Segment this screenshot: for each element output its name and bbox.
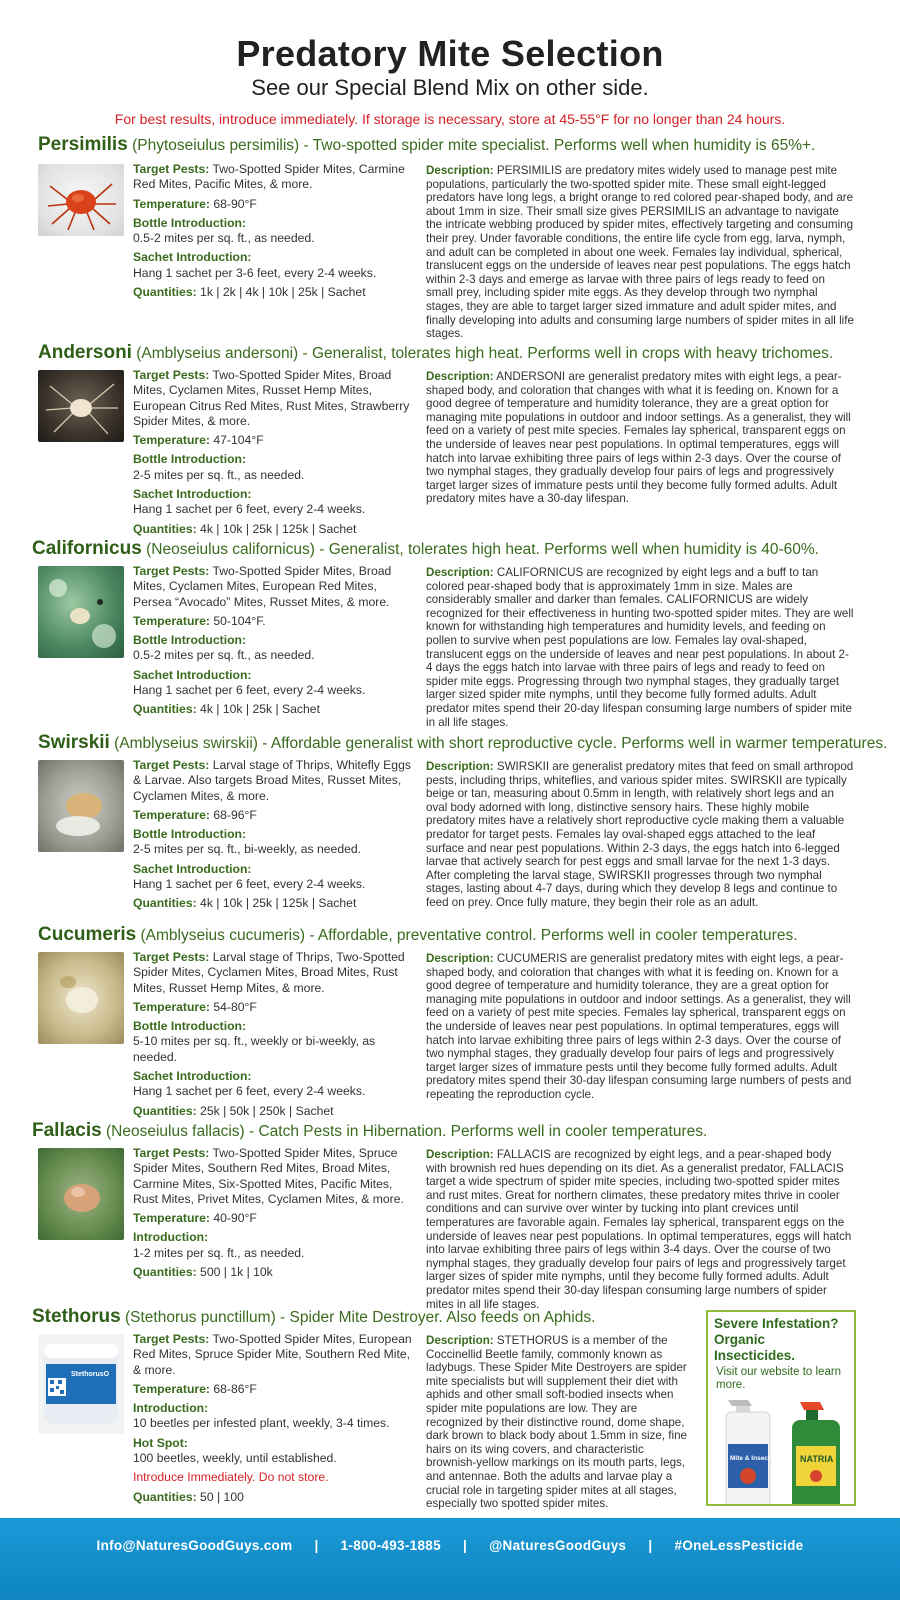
section-heading: [32, 538, 819, 561]
description-text: PERSIMILIS are predatory mites widely used to manage pest mite populations, particularly the two-spotted spider mite. These small eight-legged predators have long legs, a bright orange to red colored pear-shaped body, and are about 1mm in size. Their small size gives PERSIMILIS an advantage to navigate the intricate webbing produced by spider mites, effectively targeting and consuming their prey. Under favorable conditions, the entire life cycle from egg, larva, nymph, and adult can be completed in about one week. Females lay individual, spherical, translucent eggs on the underside of leaves near pest populations. The eggs hatch within 2-3 days and emerge as larvae with three pairs of legs ready to feed on small prey, including spider mite eggs. As they develop through two nymphal stages, they are able to target larger sized immature and adult spider mites, and finally developing into adults and consuming large numbers of spider mites in all life stages.: [426, 164, 854, 341]
label-quantities: Quantities:: [133, 1489, 197, 1504]
bottle-introduction: 0.5-2 mites per sq. ft., as needed.: [133, 648, 315, 663]
product-container-icon: [38, 1334, 124, 1434]
target-pests: Two-Spotted Spider Mites, Carmine Red Mites, Pacific Mites, & more.: [133, 162, 405, 192]
mite-description: [426, 760, 854, 910]
quantities: 500 | 1k | 10k: [196, 1265, 273, 1280]
label-description: Description:: [426, 952, 494, 965]
mite-icon: [38, 760, 124, 852]
sachet-introduction: Hang 1 sachet per 6 feet, every 2-4 weeks.: [133, 1084, 366, 1099]
temperature: 68-90°F: [209, 196, 257, 211]
label-quantities: Quantities:: [133, 1265, 197, 1280]
separator: |: [314, 1538, 319, 1553]
label-quantities: Quantities:: [133, 702, 197, 717]
label-temperature: Temperature:: [133, 433, 210, 448]
target-pests: Larval stage of Thrips, Two-Spotted Spider Mites, Cyclamen Mites, Broad Mites, Rust Mites, Russet Hemp Mites, & more.: [133, 950, 405, 995]
label-description: Description:: [426, 370, 494, 383]
mite-summary: (Amblyseius swirskii) - Affordable generalist with short reproductive cycle. Performs well in warmer temperatures.: [109, 735, 888, 752]
mite-photo: [38, 952, 124, 1044]
bottle-introduction: 2-5 mites per sq. ft., bi-weekly, as needed.: [133, 842, 362, 857]
introduction: 1-2 mites per sq. ft., as needed.: [133, 1245, 305, 1260]
label-bottle: Bottle Introduction:: [133, 827, 247, 842]
mite-summary: (Amblyseius cucumeris) - Affordable, preventative control. Performs well in cooler temperatures.: [136, 927, 798, 944]
temperature: 68-96°F: [209, 807, 257, 822]
footer-hashtag[interactable]: #OneLessPesticide: [674, 1538, 804, 1553]
mite-photo: [38, 1148, 124, 1240]
label-target: Target Pests:: [133, 368, 210, 382]
label-description: Description:: [426, 164, 494, 177]
label-target: Target Pests:: [133, 758, 210, 772]
separator: |: [648, 1538, 653, 1553]
section-persimilis: [0, 134, 900, 341]
label-sachet: Sachet Introduction:: [133, 250, 252, 265]
description-text: SWIRSKII are generalist predatory mites that feed on small arthropod pests, including thrips, whiteflies, and various spider mites. SWIRSKII are typically beige or tan, measuring about 0.5mm in length, with relatively short legs and an oval body adorned with long, distinctive sensory hairs. These highly mobile predatory mites have a relatively short reproductive cycle making them a valuable predator for target pests. Females lay oval-shaped eggs attached to the leaf surface and near pest populations. Within 2-3 days, the eggs hatch into 6-legged larvae that actively search for pest eggs and small larvae for the next 1-3 days. After completing the larval stage, SWIRSKII progresses through two nymphal stages, lasting about 4-7 days, during which they develop 8 legs and continue to feed on prey. Once fully mature, they begin their role as an adult.: [426, 760, 854, 909]
target-pests: Larval stage of Thrips, Whitefly Eggs & Larvae. Also targets Broad Mites, Russet Mites, Cyclamen Mites, & more.: [133, 758, 411, 803]
label-temperature: Temperature:: [133, 196, 210, 211]
mite-photo: [38, 760, 124, 852]
mite-name: Swirskii: [38, 732, 110, 753]
label-hot-spot: Hot Spot:: [133, 1435, 188, 1450]
target-pests: Two-Spotted Spider Mites, Spruce Spider Mites, Southern Red Mites, Broad Mites, Carmine Mites, Six-Spotted Mites, Pacific Mites, Rust Mites, Privet Mites, Cyclamen Mites, & more.: [133, 1146, 404, 1206]
label-bottle: Bottle Introduction:: [133, 452, 247, 467]
description-text: FALLACIS are recognized by eight legs, and a pear-shaped body with brownish red hues depending on its diet. As a generalist predator, FALLACIS target a wide spectrum of spider mite species, including two-spotted spider mites and rust mites. Great for northern climates, these predatory mites thrive in cooler conditions and can survive over winter by tucking into plant crevices until temperatures are favorable again. Females lay spherical, transparent eggs on the underside of leaves near pest populations. In optimal temperatures, eggs will hatch into larvae exhibiting three pairs of legs within 3-4 days. Over the course of two nymphal stages, they gradually develop four pairs of legs and progressively target larger sizes of spider mite nymphs, until they become fully formed adults. Adult predator mites spend their 30-day lifespan consuming large numbers of spider mites in all life stages.: [426, 1148, 852, 1311]
quantities: 1k | 2k | 4k | 10k | 25k | Sachet: [196, 285, 366, 300]
label-temperature: Temperature:: [133, 613, 210, 628]
label-target: Target Pests:: [133, 564, 210, 578]
mite-info: [133, 1332, 418, 1509]
page-subtitle: See our Special Blend Mix on other side.: [251, 75, 649, 100]
separator: |: [462, 1538, 468, 1553]
mite-description: [426, 566, 854, 729]
label-target: Target Pests:: [133, 1146, 210, 1160]
label-bottle: Bottle Introduction:: [133, 633, 247, 648]
target-pests: Two-Spotted Spider Mites, Broad Mites, Cyclamen Mites, European Red Mites, Persea “Avocado” Mites, Russet Mites, & more.: [133, 564, 392, 609]
sachet-introduction: Hang 1 sachet per 6 feet, every 2-4 weeks.: [133, 877, 366, 892]
section-heading: [38, 924, 798, 947]
label-temperature: Temperature:: [133, 807, 210, 822]
footer-contact: [0, 1538, 900, 1553]
label-sachet: Sachet Introduction:: [133, 487, 252, 502]
section-heading: [38, 342, 833, 365]
mite-name: Persimilis: [38, 134, 128, 155]
mite-info: [133, 1146, 418, 1284]
mite-description: [426, 952, 854, 1102]
label-target: Target Pests:: [133, 1332, 210, 1346]
mite-description: [426, 1148, 854, 1311]
temperature: 54-80°F: [209, 999, 257, 1014]
mite-summary: (Stethorus punctillum) - Spider Mite Destroyer. Also feeds on Aphids.: [120, 1309, 596, 1326]
mite-on-leaf-icon: [38, 566, 124, 658]
label-bottle: Bottle Introduction:: [133, 1019, 247, 1034]
promo-heading-2: Organic Insecticides.: [714, 1332, 796, 1363]
footer-social-handle[interactable]: @NaturesGoodGuys: [489, 1538, 627, 1553]
hot-spot: 100 beetles, weekly, until established.: [133, 1451, 337, 1466]
insecticide-bottles-icon: [708, 1394, 854, 1506]
section-heading: [38, 732, 887, 755]
mite-summary: (Phytoseiulus persimilis) - Two-spotted spider mite specialist. Performs well when humidity is 65%+.: [127, 137, 816, 154]
mite-summary: (Neoseiulus californicus) - Generalist, tolerates high heat. Performs well when humidity is 40-60%.: [141, 541, 819, 558]
bottle-introduction: 0.5-2 mites per sq. ft., as needed.: [133, 231, 315, 246]
mite-photo: [38, 370, 124, 442]
section-fallacis: [0, 1120, 900, 1311]
description-text: STETHORUS is a member of the Coccinellid Beetle family, commonly known as ladybugs. These Spider Mite Destroyers are spider mite specialists but will supplement their diet with aphids and other small soft-bodied insects when spider mite populations are low. They are recognized by their distinctive round, dome shape, dark brown to black body about 1.5mm in size, fine hairs on its wing covers, and characteristic brownish-yellow markings on its mouth parts, legs, and antennae. Both the adults and larvae play a crucial role in targeting spider mites at all stages, especially two spotted spider mites.: [426, 1334, 687, 1511]
label-sachet: Sachet Introduction:: [133, 861, 252, 876]
bottle-introduction: 2-5 mites per sq. ft., as needed.: [133, 467, 305, 482]
footer-bar: [0, 1518, 900, 1600]
label-description: Description:: [426, 760, 494, 773]
storage-tip: For best results, introduce immediately. If storage is necessary, store at 45-55°F for no longer than 24 hours.: [114, 111, 786, 127]
storage-warning: Introduce Immediately. Do not store.: [133, 1470, 329, 1485]
product-label: StethorusO: [71, 1371, 110, 1378]
promo-heading-1: Severe Infestation?: [714, 1316, 839, 1331]
section-heading: [32, 1306, 595, 1329]
bottle2-label: NATRIA: [800, 1454, 834, 1464]
mite-info: [133, 368, 418, 541]
target-pests: Two-Spotted Spider Mites, Broad Mites, Cyclamen Mites, Russet Hemp Mites, European Citrus Red Mites, Rust Mites, Strawberry Spider Mites, & more.: [133, 368, 410, 428]
promo-box[interactable]: [706, 1310, 856, 1506]
label-temperature: Temperature:: [133, 1381, 210, 1396]
label-temperature: Temperature:: [133, 1211, 210, 1226]
label-introduction: Introduction:: [133, 1230, 209, 1245]
red-mite-icon: [38, 164, 124, 236]
sachet-introduction: Hang 1 sachet per 3-6 feet, every 2-4 weeks.: [133, 265, 377, 280]
mite-info: [133, 564, 418, 722]
mite-name: Cucumeris: [38, 924, 137, 945]
label-target: Target Pests:: [133, 950, 210, 964]
sachet-introduction: Hang 1 sachet per 6 feet, every 2-4 weeks.: [133, 683, 366, 698]
mite-photo: [38, 566, 124, 658]
mite-name: Fallacis: [32, 1120, 102, 1141]
mite-info: [133, 950, 418, 1123]
mite-summary: (Neoseiulus fallacis) - Catch Pests in Hibernation. Performs well in cooler temperatures.: [101, 1123, 708, 1140]
label-sachet: Sachet Introduction:: [133, 1069, 252, 1084]
quantities: 50 | 100: [196, 1489, 244, 1504]
temperature: 50-104°F.: [209, 613, 266, 628]
description-text: CUCUMERIS are generalist predatory mites with eight legs, a pear-shaped body, and coloration that changes with what it is feeding on. Known for a good degree of temperature and humidity tolerance, they are a great option for managing mite populations in outdoor and indoor settings. As a generalist, they will feed on a variety of pest mite species. Females lay spherical, transparent eggs on the underside of leaves near pest populations. In optimal temperatures, eggs will hatch into larvae exhibiting three pairs of legs within 2-3 days. Over the course of two nymphal stages, they gradually develop four pairs of legs and progressively target larger sizes of immature pests until they become fully formed adults. Adult predatory mites spend their 30-day lifespan consuming large numbers of pests and repeating the reproduction cycle.: [426, 952, 852, 1101]
section-californicus: [0, 538, 900, 728]
label-sachet: Sachet Introduction:: [133, 667, 252, 682]
label-quantities: Quantities:: [133, 896, 197, 911]
section-andersoni: [0, 342, 900, 536]
bottle-introduction: 5-10 mites per sq. ft., weekly or bi-weekly, as needed.: [133, 1034, 376, 1064]
label-description: Description:: [426, 1148, 494, 1161]
mite-icon: [38, 370, 124, 442]
label-quantities: Quantities:: [133, 521, 197, 536]
mite-summary: (Amblyseius andersoni) - Generalist, tolerates high heat. Performs well in crops with heavy trichomes.: [131, 345, 834, 362]
page-title: Predatory Mite Selection: [236, 33, 664, 74]
description-text: CALIFORNICUS are recognized by eight legs and a buff to tan colored pear-shaped body that is approximately 1mm in size. Males are considerably smaller and darker than females. CALIFORNICUS are widely recognized for their effectiveness in hunting two-spotted spider mites. They are well known for withstanding high temperatures and humidity levels, and feeding on pollen to survive when pest populations are low. Females lay oval-shaped, translucent eggs on the underside of leaves and near pest populations. In about 2-4 days the eggs hatch into larvae with three pairs of legs and ready to feed on spider mite eggs. Progressing through two nymphal stages, they gradually target larger sized spider mite nymphs, until they become fully formed adults. Adult predator mites spend their 20-day lifespan consuming large numbers of spider mite in all life stages.: [426, 566, 854, 729]
quantities: 4k | 10k | 25k | Sachet: [196, 702, 320, 717]
target-pests: Two-Spotted Spider Mites, European Red Mites, Spruce Spider Mite, Southern Red Mite, & more.: [133, 1332, 412, 1377]
quantities: 25k | 50k | 250k | Sachet: [196, 1103, 334, 1118]
section-heading: [32, 1120, 707, 1143]
label-introduction: Introduction:: [133, 1401, 209, 1416]
label-quantities: Quantities:: [133, 285, 197, 300]
mite-name: Californicus: [32, 538, 142, 559]
label-target: Target Pests:: [133, 162, 210, 176]
product-photo: [38, 1334, 124, 1434]
footer-email-link[interactable]: Info@NaturesGoodGuys.com: [96, 1538, 293, 1553]
label-description: Description:: [426, 1334, 494, 1347]
label-temperature: Temperature:: [133, 999, 210, 1014]
bottle1-label: Mite & Insect: [730, 1455, 771, 1462]
mite-description: [426, 164, 854, 341]
sachet-introduction: Hang 1 sachet per 6 feet, every 2-4 weeks.: [133, 502, 366, 517]
temperature: 40-90°F: [209, 1211, 257, 1226]
temperature: 68-86°F: [209, 1381, 257, 1396]
mite-description: [426, 370, 854, 506]
description-text: ANDERSONI are generalist predatory mites with eight legs, a pear-shaped body, and coloration that changes with what it is feeding on. Known for a good degree of temperature and humidity tolerance, they are a great option for managing mite populations in outdoor and indoor settings. As a generalist, they will feed on a variety of pest mite species. Females lay spherical, transparent eggs on the underside of leaves near pest populations. In optimal temperatures, eggs will hatch into larvae exhibiting three pairs of legs within 2-3 days. Over the course of two nymphal stages, they gradually develop four pairs of legs and progressively target larger sizes of immature pests until they become fully formed adults. Adult predatory mites have a 30-day lifespan.: [426, 370, 851, 506]
header: [0, 0, 900, 128]
temperature: 47-104°F: [209, 433, 264, 448]
footer-phone-link[interactable]: 1-800-493-1885: [340, 1538, 441, 1553]
mite-description: [426, 1334, 688, 1511]
mite-name: Andersoni: [38, 342, 132, 363]
quantities: 4k | 10k | 25k | 125k | Sachet: [196, 896, 357, 911]
quantities: 4k | 10k | 25k | 125k | Sachet: [196, 521, 357, 536]
promo-text: Visit our website to learn more.: [716, 1366, 842, 1391]
mite-photo: [38, 164, 124, 236]
label-bottle: Bottle Introduction:: [133, 215, 247, 230]
mite-name: Stethorus: [32, 1306, 121, 1327]
mite-icon: [38, 952, 124, 1044]
label-description: Description:: [426, 566, 494, 579]
section-swirskii: [0, 732, 900, 922]
mite-icon: [38, 1148, 124, 1240]
section-heading: [38, 134, 815, 157]
introduction: 10 beetles per infested plant, weekly, 3-4 times.: [133, 1416, 390, 1431]
mite-info: [133, 162, 418, 304]
label-quantities: Quantities:: [133, 1103, 197, 1118]
section-cucumeris: [0, 924, 900, 1118]
mite-info: [133, 758, 418, 916]
